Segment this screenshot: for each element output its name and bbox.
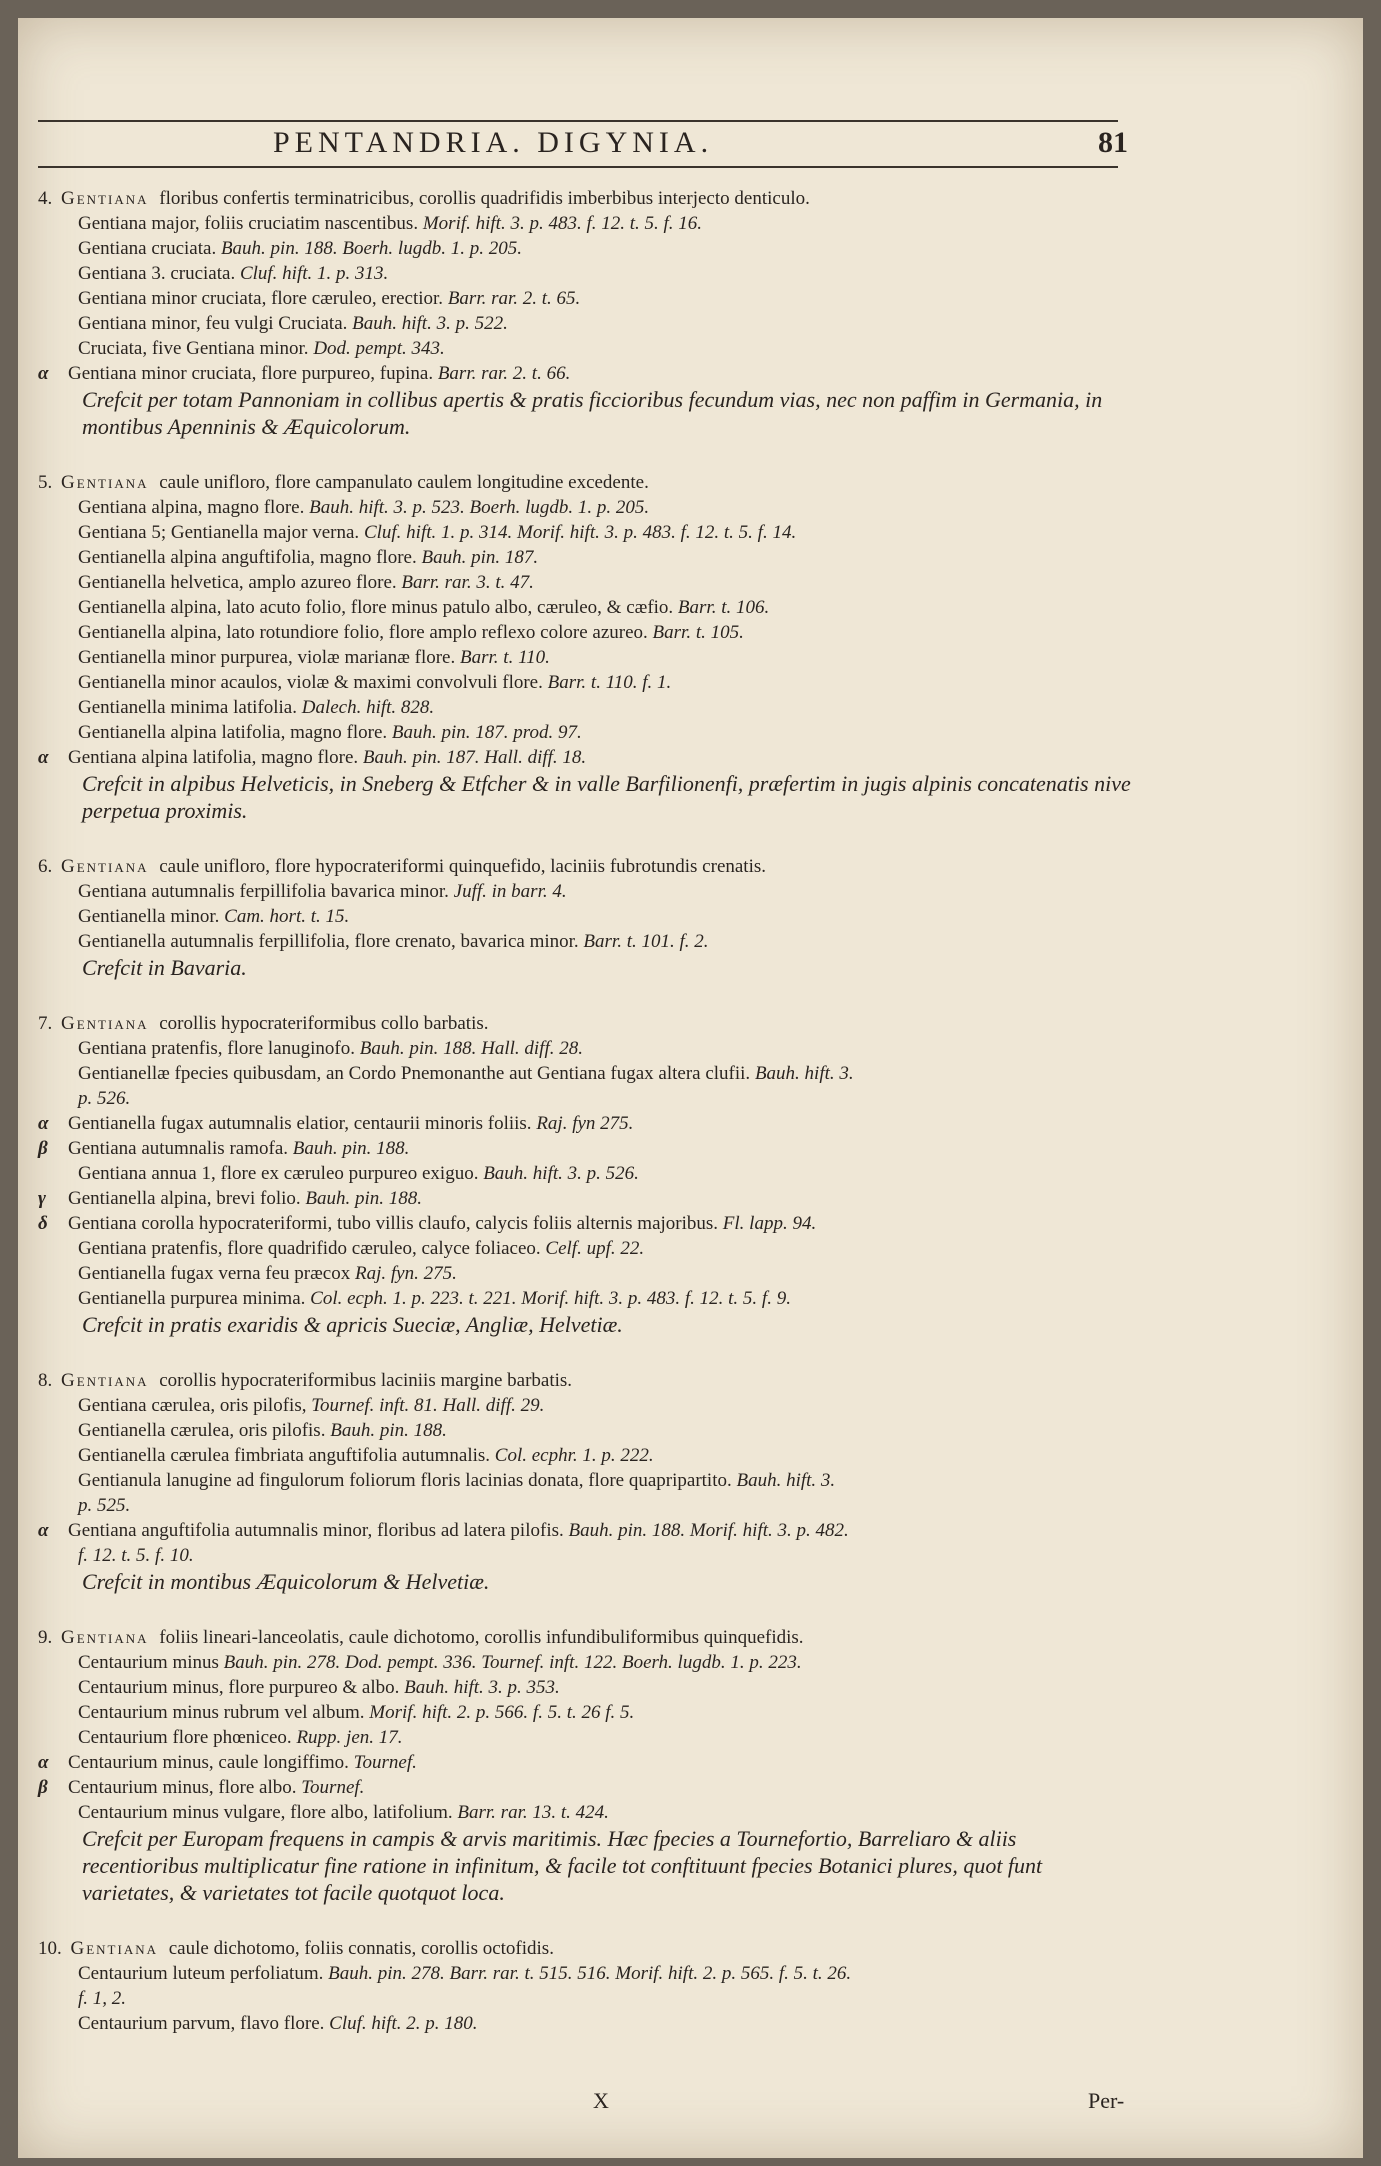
synonym-reference: Barr. t. 101. f. 2.: [583, 931, 709, 952]
synonym-line: [38, 1468, 1138, 1493]
synonym-reference: Cam. hort. t. 15.: [224, 906, 350, 927]
species-diagnosis: corollis hypocrateriformibus collo barbatis.: [159, 1013, 489, 1034]
synonym-text: Gentiana corolla hypocrateriformi, tubo villis claufo, calycis foliis alternis majoribus.: [68, 1213, 719, 1234]
synonym-text: Gentiana pratenfis, flore lanuginofo.: [78, 1038, 355, 1059]
synonym-text: Centaurium minus, caule longiffimo.: [68, 1752, 349, 1773]
synonym-line: [38, 1650, 1138, 1675]
species-number: 6.: [38, 856, 53, 877]
synonym-line: [38, 1136, 1138, 1161]
synonym-line: [38, 1161, 1138, 1186]
synonym-text: Gentiana pratenfis, flore quadrifido cæruleo, calyce foliaceo.: [78, 1238, 541, 1259]
synonym-reference: Bauh. pin. 188.: [292, 1138, 410, 1159]
synonym-reference: Col. ecph. 1. p. 223. t. 221. Morif. hift. 3. p. 483. f. 12. t. 5. f. 9.: [310, 1288, 791, 1309]
synonym-text: Gentiana autumnalis ramofa.: [68, 1138, 289, 1159]
synonym-text: Centaurium minus vulgare, flore albo, latifolium.: [78, 1802, 453, 1823]
synonym-text: Gentiana autumnalis ferpillifolia bavarica minor.: [78, 881, 449, 902]
species-heading: [38, 470, 1138, 495]
synonym-text: Centaurium luteum perfoliatum.: [78, 1963, 324, 1984]
synonym-reference: Bauh. pin. 188. Hall. diff. 28.: [359, 1038, 583, 1059]
synonym-text: Centaurium flore phœniceo.: [78, 1727, 292, 1748]
synonym-reference: Cluf. hift. 1. p. 314. Morif. hift. 3. p. 483. f. 12. t. 5. f. 14.: [363, 522, 797, 543]
synonym-line: [38, 211, 1138, 236]
synonym-reference: p. 525.: [78, 1495, 131, 1516]
catchword: Per-: [1088, 2088, 1125, 2113]
synonym-reference: Raj. fyn. 275.: [354, 1263, 457, 1284]
species-number: 9.: [38, 1627, 53, 1648]
variety-marker: α: [38, 1520, 49, 1541]
synonym-text: Gentiana cruciata.: [78, 238, 217, 259]
synonym-line: [38, 1418, 1138, 1443]
synonym-text: Centaurium minus: [78, 1652, 219, 1673]
habitat-note: Crefcit in montibus Æquicolorum & Helvetiæ.: [82, 1569, 490, 1594]
synonym-line: [38, 1800, 1138, 1825]
species-entry: [38, 186, 1138, 440]
synonym-reference: Cluf. hift. 1. p. 313.: [239, 263, 389, 284]
synonym-line: [38, 545, 1138, 570]
synonym-reference: Bauh. pin. 278. Dod. pempt. 336. Tournef. inft. 122. Boerh. lugdb. 1. p. 223.: [223, 1652, 802, 1673]
synonym-text: Gentianella alpina, lato acuto folio, flore minus patulo albo, cæruleo, & cæfio.: [78, 597, 674, 618]
variety-marker: β: [38, 1777, 48, 1798]
synonym-line: [38, 1036, 1138, 1061]
species-entry: [38, 1936, 1138, 2036]
species-heading: [38, 1011, 1138, 1036]
habitat-note: Crefcit in Bavaria.: [82, 955, 247, 980]
synonym-text: Gentianella cærulea, oris pilofis.: [78, 1420, 326, 1441]
synonym-reference: Morif. hift. 3. p. 483. f. 12. t. 5. f. 16.: [422, 213, 703, 234]
synonym-line: [38, 1725, 1138, 1750]
species-heading: [38, 854, 1138, 879]
synonym-text: Gentiana minor cruciata, flore cæruleo, erectior.: [78, 288, 444, 309]
habitat-note: Crefcit in pratis exaridis & apricis Sueciæ, Angliæ, Helvetiæ.: [82, 1312, 623, 1337]
synonym-line: [38, 1493, 1138, 1518]
synonym-line: [38, 520, 1138, 545]
synonym-reference: Barr. rar. 3. t. 47.: [401, 572, 534, 593]
synonym-line: [38, 1775, 1138, 1800]
synonym-text: Gentianella minima latifolia.: [78, 697, 297, 718]
species-entry: [38, 1625, 1138, 1906]
synonym-text: Gentiana 5; Gentianella major verna.: [78, 522, 360, 543]
synonym-line: [38, 1700, 1138, 1725]
synonym-text: Gentiana alpina, magno flore.: [78, 497, 305, 518]
header-rule-bottom: [38, 166, 1118, 168]
synonym-reference: Bauh. hift. 3. p. 526.: [483, 1163, 639, 1184]
species-entry: [38, 1368, 1138, 1595]
synonym-reference: Barr. t. 110. f. 1.: [547, 672, 672, 693]
species-diagnosis: caule unifloro, flore hypocrateriformi quinquefido, laciniis fubrotundis crenatis.: [159, 856, 767, 877]
synonym-text: Gentianella cærulea fimbriata anguftifolia autumnalis.: [78, 1445, 491, 1466]
synonym-reference: Bauh. hift. 3. p. 522.: [352, 313, 508, 334]
synonym-line: [38, 620, 1138, 645]
synonym-text: Gentiana anguftifolia autumnalis minor, floribus ad latera pilofis.: [68, 1520, 564, 1541]
synonym-reference: Bauh. hift. 3. p. 523. Boerh. lugdb. 1. p. 205.: [309, 497, 650, 518]
synonym-line: [38, 361, 1138, 386]
synonym-line: [38, 720, 1138, 745]
synonym-text: Gentianella alpina latifolia, magno flore.: [78, 722, 388, 743]
synonym-reference: f. 12. t. 5. f. 10.: [78, 1545, 194, 1566]
synonym-text: Centaurium minus, flore purpureo & albo.: [78, 1677, 400, 1698]
synonym-text: Gentianella minor purpurea, violæ marianæ flore.: [78, 647, 456, 668]
species-heading: [38, 186, 1138, 211]
synonym-reference: Bauh. pin. 278. Barr. rar. t. 515. 516. Morif. hift. 2. p. 565. f. 5. t. 26.: [328, 1963, 852, 1984]
species-diagnosis: caule unifloro, flore campanulato caulem longitudine excedente.: [159, 472, 649, 493]
synonym-reference: Bauh. pin. 187. prod. 97.: [391, 722, 582, 743]
synonym-text: Gentiana alpina latifolia, magno flore.: [68, 747, 359, 768]
variety-marker: α: [38, 1752, 49, 1773]
synonym-line: [38, 1111, 1138, 1136]
species-diagnosis: foliis lineari-lanceolatis, caule dichotomo, corollis infundibuliformibus quinquefidis.: [159, 1627, 804, 1648]
synonym-text: Gentianula lanugine ad fingulorum foliorum floris lacinias donata, flore quapripartito.: [78, 1470, 732, 1491]
synonym-reference: Cluf. hift. 2. p. 180.: [329, 2013, 478, 2034]
synonym-line: [38, 645, 1138, 670]
page-footer: [38, 2088, 1138, 2128]
synonym-text: Gentiana annua 1, flore ex cæruleo purpureo exiguo.: [78, 1163, 479, 1184]
synonym-text: Gentianellæ fpecies quibusdam, an Cordo Pnemonanthe aut Gentiana fugax altera clufii.: [78, 1063, 751, 1084]
synonym-reference: Barr. t. 106.: [677, 597, 770, 618]
synonym-reference: Bauh. pin. 188.: [330, 1420, 447, 1441]
synonym-text: Centaurium parvum, flavo flore.: [78, 2013, 325, 2034]
species-heading: [38, 1625, 1138, 1650]
habitat-note: Crefcit per totam Pannoniam in collibus apertis & pratis ficcioribus fecundum vias, nec non paffim in Germania, in montibus Apenninis & Æquicolorum.: [82, 387, 1103, 439]
genus-name: Gentiana: [61, 1370, 149, 1391]
synonym-text: Gentianella fugax autumnalis elatior, centaurii minoris foliis.: [68, 1113, 532, 1134]
synonym-text: Gentianella minor acaulos, violæ & maximi convolvuli flore.: [78, 672, 543, 693]
synonym-text: Gentiana minor, feu vulgi Cruciata.: [78, 313, 348, 334]
synonym-reference: Tournef.: [353, 1752, 417, 1773]
species-list: [38, 186, 1138, 2066]
synonym-reference: Tournef.: [301, 1777, 365, 1798]
synonym-reference: Bauh. pin. 188.: [305, 1188, 423, 1209]
species-diagnosis: caule dichotomo, foliis connatis, corollis octofidis.: [168, 1938, 554, 1959]
synonym-text: Centaurium minus rubrum vel album.: [78, 1702, 365, 1723]
synonym-reference: Raj. fyn 275.: [536, 1113, 634, 1134]
synonym-line: [38, 261, 1138, 286]
synonym-line: [38, 1286, 1138, 1311]
genus-name: Gentiana: [61, 188, 149, 209]
synonym-text: Gentianella alpina, brevi folio.: [68, 1188, 301, 1209]
synonym-text: Cruciata, five Gentiana minor.: [78, 338, 309, 359]
species-entry: [38, 1011, 1138, 1338]
variety-marker: γ: [38, 1188, 46, 1209]
genus-name: Gentiana: [70, 1938, 158, 1959]
synonym-text: Gentianella helvetica, amplo azureo flore.: [78, 572, 397, 593]
synonym-line: [38, 595, 1138, 620]
synonym-text: Gentianella autumnalis ferpillifolia, flore crenato, bavarica minor.: [78, 931, 579, 952]
synonym-reference: Celf. upf. 22.: [545, 1238, 645, 1259]
synonym-reference: Barr. rar. 13. t. 424.: [457, 1802, 609, 1823]
synonym-reference: Rupp. jen. 17.: [296, 1727, 403, 1748]
synonym-line: [38, 236, 1138, 261]
synonym-reference: Bauh. pin. 187.: [421, 547, 539, 568]
synonym-reference: Morif. hift. 2. p. 566. f. 5. t. 26 f. 5.: [369, 1702, 635, 1723]
species-diagnosis: corollis hypocrateriformibus laciniis margine barbatis.: [159, 1370, 573, 1391]
species-number: 4.: [38, 188, 53, 209]
synonym-text: Gentiana cærulea, oris pilofis,: [78, 1395, 307, 1416]
synonym-line: [38, 670, 1138, 695]
synonym-reference: Tournef. inft. 81. Hall. diff. 29.: [311, 1395, 545, 1416]
synonym-line: [38, 1675, 1138, 1700]
synonym-line: [38, 904, 1138, 929]
synonym-reference: Barr. t. 105.: [652, 622, 744, 643]
synonym-reference: Fl. lapp. 94.: [722, 1213, 817, 1234]
synonym-line: [38, 1518, 1138, 1543]
synonym-line: [38, 929, 1138, 954]
synonym-line: [38, 1261, 1138, 1286]
habitat-note: Crefcit per Europam frequens in campis & arvis maritimis. Hæc fpecies a Tournefortio, Barreliaro & aliis recentioribus multiplicatur fine ratione in infinitum, & facile tot conftituunt fpecies Botanici plures, quot funt varietates, & varietates tot facile quotquot loca.: [82, 1826, 1043, 1905]
synonym-line: [38, 695, 1138, 720]
synonym-reference: Barr. rar. 2. t. 65.: [447, 288, 581, 309]
synonym-reference: Bauh. hift. 3.: [754, 1063, 854, 1084]
variety-marker: β: [38, 1138, 48, 1159]
synonym-line: [38, 286, 1138, 311]
synonym-reference: Bauh. hift. 3.: [736, 1470, 836, 1491]
synonym-reference: Barr. rar. 2. t. 66.: [437, 363, 571, 384]
synonym-text: Centaurium minus, flore albo.: [68, 1777, 297, 1798]
synonym-line: [38, 495, 1138, 520]
species-number: 10.: [38, 1938, 62, 1959]
synonym-line: [38, 1186, 1138, 1211]
page-number: 81: [1098, 126, 1128, 159]
synonym-text: Gentiana major, foliis cruciatim nascentibus.: [78, 213, 419, 234]
synonym-reference: Bauh. pin. 187. Hall. diff. 18.: [362, 747, 587, 768]
species-number: 7.: [38, 1013, 53, 1034]
book-page: [18, 18, 1363, 2158]
synonym-reference: Barr. t. 110.: [460, 647, 550, 668]
species-entry: [38, 470, 1138, 824]
synonym-text: Gentianella minor.: [78, 906, 220, 927]
synonym-reference: Juff. in barr. 4.: [453, 881, 567, 902]
synonym-text: Gentiana 3. cruciata.: [78, 263, 236, 284]
species-heading: [38, 1368, 1138, 1393]
signature-mark: X: [593, 2088, 609, 2113]
synonym-line: [38, 1086, 1138, 1111]
synonym-line: [38, 1393, 1138, 1418]
species-number: 5.: [38, 472, 53, 493]
synonym-reference: Dod. pempt. 343.: [313, 338, 445, 359]
variety-marker: α: [38, 363, 49, 384]
running-header: [38, 108, 1128, 168]
species-number: 8.: [38, 1370, 53, 1391]
synonym-line: [38, 1211, 1138, 1236]
species-heading: [38, 1936, 1138, 1961]
variety-marker: α: [38, 747, 49, 768]
synonym-text: Gentianella purpurea minima.: [78, 1288, 306, 1309]
genus-name: Gentiana: [61, 856, 149, 877]
synonym-line: [38, 1061, 1138, 1086]
running-title: PENTANDRIA. DIGYNIA.: [273, 126, 714, 159]
synonym-reference: f. 1, 2.: [78, 1988, 127, 2009]
genus-name: Gentiana: [61, 472, 149, 493]
genus-name: Gentiana: [61, 1013, 149, 1034]
synonym-line: [38, 1443, 1138, 1468]
synonym-line: [38, 2011, 1138, 2036]
header-rule-top: [38, 120, 1118, 122]
species-entry: [38, 854, 1138, 981]
synonym-line: [38, 745, 1138, 770]
synonym-reference: Bauh. pin. 188. Boerh. lugdb. 1. p. 205.: [220, 238, 522, 259]
synonym-reference: Dalech. hift. 828.: [301, 697, 435, 718]
synonym-line: [38, 336, 1138, 361]
synonym-text: Gentiana minor cruciata, flore purpureo, fupina.: [68, 363, 434, 384]
synonym-reference: Bauh. pin. 188. Morif. hift. 3. p. 482.: [568, 1520, 849, 1541]
synonym-reference: Col. ecphr. 1. p. 222.: [494, 1445, 654, 1466]
synonym-line: [38, 311, 1138, 336]
synonym-line: [38, 1750, 1138, 1775]
synonym-line: [38, 1236, 1138, 1261]
variety-marker: δ: [38, 1213, 48, 1234]
synonym-line: [38, 570, 1138, 595]
synonym-text: Gentianella fugax verna feu præcox: [78, 1263, 351, 1284]
synonym-reference: Bauh. hift. 3. p. 353.: [404, 1677, 560, 1698]
synonym-line: [38, 1961, 1138, 1986]
synonym-line: [38, 879, 1138, 904]
species-diagnosis: floribus confertis terminatricibus, corollis quadrifidis imberbibus interjecto denticulo.: [159, 188, 810, 209]
habitat-note: Crefcit in alpibus Helveticis, in Sneberg & Etfcher & in valle Barfilionenfi, præfertim in jugis alpinis concatenatis nive perpetua proximis.: [82, 771, 1131, 823]
variety-marker: α: [38, 1113, 49, 1134]
genus-name: Gentiana: [61, 1627, 149, 1648]
synonym-line: [38, 1543, 1138, 1568]
synonym-reference: p. 526.: [78, 1088, 131, 1109]
synonym-text: Gentianella alpina anguftifolia, magno flore.: [78, 547, 417, 568]
synonym-line: [38, 1986, 1138, 2011]
synonym-text: Gentianella alpina, lato rotundiore folio, flore amplo reflexo colore azureo.: [78, 622, 648, 643]
